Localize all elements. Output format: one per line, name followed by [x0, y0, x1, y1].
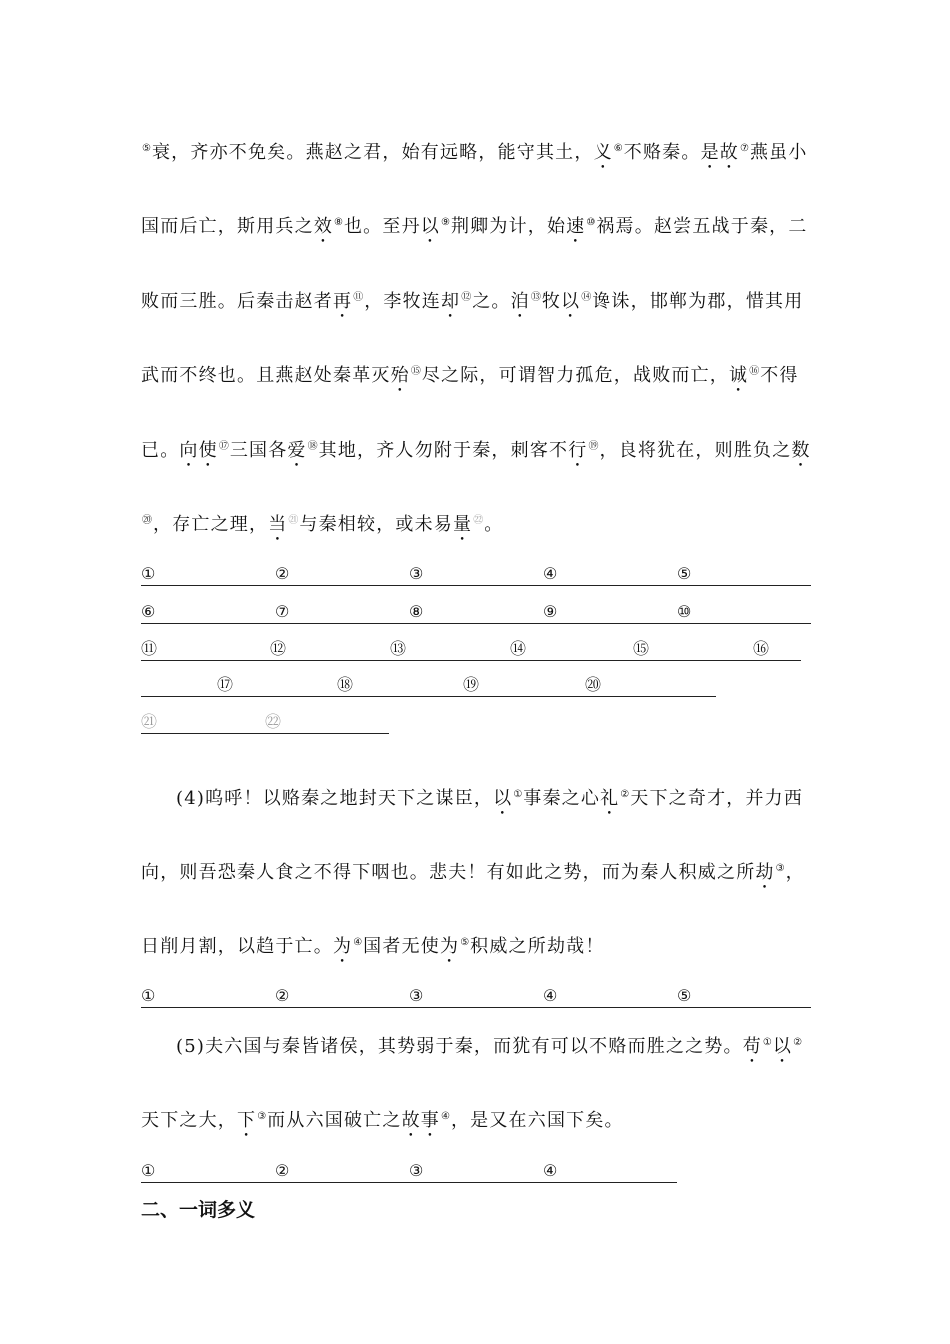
note-marker: ⑰ [218, 441, 229, 452]
emphasized-word: 数 [791, 440, 811, 461]
section-heading: 二、一词多义 [141, 1199, 256, 1221]
passage3-line1 [141, 137, 811, 173]
text: (5)夫六国与秦皆诸侯，其势弱于秦，而犹有可以不赂而胜之之势。 [176, 1036, 743, 1057]
emphasized-word: 故事 [401, 1110, 440, 1131]
answer-slot: ④ [543, 564, 558, 583]
text: 已。 [141, 440, 180, 461]
answer-slot: ⑥ [141, 602, 156, 621]
emphasized-word: 劫 [755, 862, 775, 883]
text: 不赂秦。 [623, 142, 701, 163]
answer-slot: ③ [409, 986, 424, 1005]
answer-slot: ④ [543, 1161, 558, 1180]
text: 燕虽小 [749, 142, 808, 163]
note-marker: ③ [257, 1111, 267, 1122]
note-marker: ⑯ [749, 366, 760, 377]
answer-slot: ② [275, 564, 290, 583]
emphasized-word: 以 [772, 1036, 793, 1057]
emphasized-word: 再 [333, 291, 353, 312]
answer-slot: ⑨ [543, 602, 558, 621]
emphasized-word: 为 [333, 936, 353, 957]
text: 其地，齐人勿附于秦，刺客不 [318, 440, 569, 461]
note-marker: ㉒ [473, 515, 484, 526]
emphasized-word: 下 [237, 1110, 257, 1131]
text: 祸焉。赵尝五战于秦，二 [596, 216, 808, 237]
emphasized-word: 以 [493, 788, 513, 809]
text: ，李牧连 [364, 291, 442, 312]
text: 牧 [541, 291, 562, 312]
text: 三国各 [229, 440, 288, 461]
answer-slot: ③ [409, 564, 424, 583]
answer-slot: ① [141, 1161, 156, 1180]
emphasized-word: 以 [420, 216, 440, 237]
note-marker: ⑤ [142, 143, 151, 154]
answer-row[interactable] [141, 559, 811, 586]
emphasized-word: 效 [313, 216, 334, 237]
answer-slot: ⑰ [217, 675, 234, 694]
note-marker: ⑩ [586, 217, 596, 228]
emphasized-word: 苟 [742, 1036, 762, 1057]
answer-slot: ⑯ [753, 639, 770, 658]
note-marker: ⑤ [460, 937, 470, 948]
note-marker: ① [762, 1037, 772, 1048]
answer-row[interactable] [141, 634, 801, 661]
note-marker: ⑭ [581, 292, 592, 303]
emphasized-word: 礼 [600, 788, 620, 809]
answer-row[interactable] [141, 1156, 677, 1183]
emphasized-word: 行 [568, 440, 588, 461]
text: 尽之际，可谓智力孤危，战败而亡， [421, 365, 730, 386]
text: 败而三胜。后秦击赵者 [141, 291, 333, 312]
text: 不得 [760, 365, 799, 386]
answer-slot: ⑦ [275, 602, 290, 621]
emphasized-word: 义 [593, 142, 613, 163]
answer-blank [141, 672, 217, 696]
passage3-line6 [141, 509, 811, 545]
text: 向，则吾恐秦人食之不得下咽也。悲夫！有如此之势，而为秦人积威之所 [141, 862, 756, 883]
note-marker: ⑳ [142, 515, 152, 526]
passage4-line3 [141, 931, 811, 967]
text: 国而后亡，斯用兵之 [141, 216, 314, 237]
emphasized-word: 速 [566, 216, 586, 237]
answer-slot: ③ [409, 1161, 424, 1180]
answer-slot: ㉑ [141, 712, 158, 731]
note-marker: ⑨ [441, 217, 450, 228]
emphasized-word: 殆 [390, 365, 410, 386]
passage4-line1 [176, 783, 811, 819]
answer-slot: ⑤ [677, 564, 692, 583]
emphasized-word: 量 [453, 514, 473, 535]
text: 与秦相较，或未易 [299, 514, 454, 535]
passage3-line2 [141, 211, 811, 247]
emphasized-word: 是故 [700, 142, 739, 163]
note-marker: ④ [440, 1111, 450, 1122]
answer-slot: ④ [543, 986, 558, 1005]
text: 也。至丹 [343, 216, 421, 237]
note-marker: ⑮ [410, 366, 421, 377]
text: 衰，齐亦不免矣。燕赵之君，始有远略，能守其土， [151, 142, 594, 163]
answer-slot: ⑮ [633, 639, 650, 658]
text: 天下之奇才，并力西 [630, 788, 804, 809]
text: 荆卿为计，始 [450, 216, 567, 237]
answer-slot: ⑩ [677, 602, 692, 621]
answer-slot: ⑳ [585, 675, 602, 694]
answer-row[interactable] [141, 670, 716, 697]
answer-slot: ⑫ [270, 639, 287, 658]
emphasized-word: 诚 [729, 365, 749, 386]
text: 。 [484, 514, 504, 535]
text: 之。 [472, 291, 511, 312]
note-marker: ⑧ [334, 217, 343, 228]
answer-row[interactable] [141, 707, 389, 734]
emphasized-word: 洎 [510, 291, 530, 312]
answer-slot: ⑤ [677, 986, 692, 1005]
emphasized-word: 为 [439, 936, 460, 957]
passage3-line5 [141, 435, 811, 471]
answer-slot: ② [275, 1161, 290, 1180]
note-marker: ⑦ [739, 143, 749, 154]
answer-slot: ⑲ [463, 675, 480, 694]
passage5-line1 [176, 1031, 811, 1067]
note-marker: ⑲ [588, 441, 599, 452]
note-marker: ⑫ [461, 292, 472, 303]
answer-slot: ⑧ [409, 602, 424, 621]
text: ，良将犹在，则胜负之 [599, 440, 792, 461]
note-marker: ④ [353, 937, 363, 948]
text: 武而不终也。且燕赵处秦革灭 [141, 365, 391, 386]
text: 日削月割，以趋于亡。 [141, 936, 333, 957]
emphasized-word: 当 [268, 514, 288, 535]
answer-slot: ㉒ [265, 712, 282, 731]
note-marker: ⑥ [613, 143, 623, 154]
answer-slot: ⑪ [141, 639, 158, 658]
passage3-line3 [141, 286, 811, 322]
answer-slot: ① [141, 564, 156, 583]
text: (4)呜呼！以赂秦之地封天下之谋臣， [176, 788, 494, 809]
emphasized-word: 爱 [287, 440, 307, 461]
emphasized-word: 却 [441, 291, 461, 312]
passage5-line2 [141, 1105, 811, 1141]
text: ，是又在六国下矣。 [450, 1110, 624, 1131]
text: 积威之所劫哉！ [470, 936, 605, 957]
passage4-line2 [141, 857, 811, 893]
answer-slot: ⑭ [510, 639, 527, 658]
note-marker: ⑪ [353, 292, 364, 303]
answer-row[interactable] [141, 597, 811, 624]
note-marker: ① [513, 789, 523, 800]
note-marker: ⑬ [530, 292, 541, 303]
answer-slot: ② [275, 986, 290, 1005]
text: ， [785, 862, 805, 883]
emphasized-word: 以 [561, 291, 581, 312]
text: 而从六国破亡之 [267, 1110, 402, 1131]
answer-slot: ① [141, 986, 156, 1005]
text: 国者无使 [363, 936, 440, 957]
text: 事秦之心 [523, 788, 601, 809]
note-marker: ② [793, 1037, 803, 1048]
passage3-line4 [141, 360, 811, 396]
note-marker: ③ [775, 863, 785, 874]
note-marker: ㉑ [288, 515, 299, 526]
answer-slot: ⑬ [390, 639, 407, 658]
answer-slot: ⑱ [337, 675, 354, 694]
emphasized-word: 向使 [179, 440, 218, 461]
text: 谗诛，邯郸为郡，惜其用 [592, 291, 804, 312]
answer-row[interactable] [141, 981, 811, 1008]
note-marker: ⑱ [307, 441, 318, 452]
text: ，存亡之理， [153, 514, 269, 535]
text: 天下之大， [141, 1110, 237, 1131]
note-marker: ② [620, 789, 630, 800]
